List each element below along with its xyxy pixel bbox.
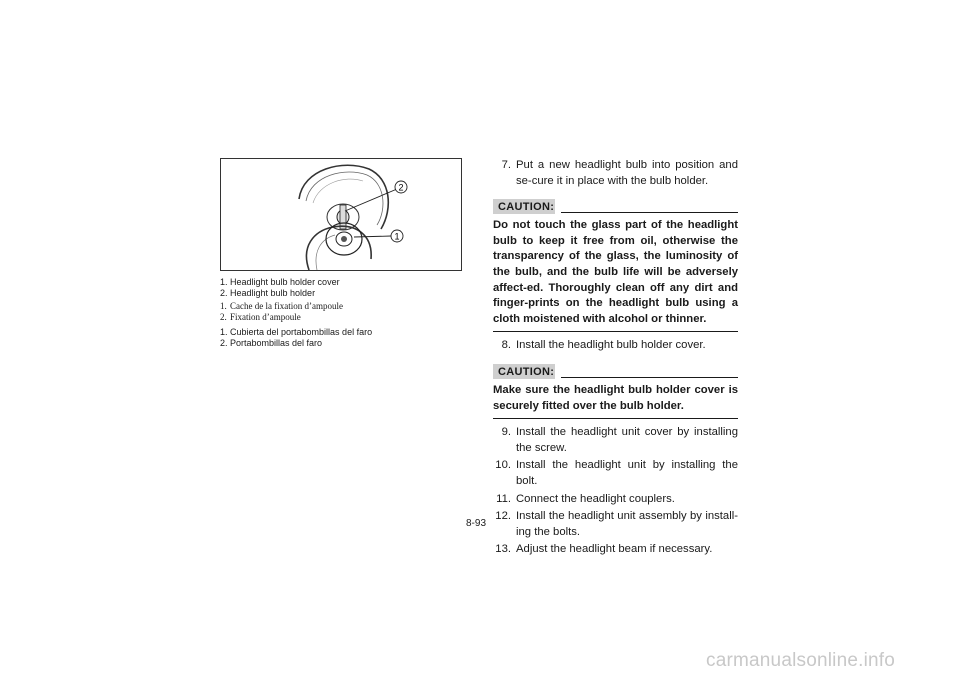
step-text: Install the headlight bulb holder cover. [516, 339, 706, 352]
caption-number: 2. [220, 312, 227, 322]
headlight-illustration [220, 158, 462, 271]
step-item [493, 338, 738, 354]
step-text: Install the headlight unit cover by installing the screw. [516, 426, 738, 454]
caption-english [220, 277, 480, 299]
caution-header [493, 363, 738, 379]
caution-rule [561, 212, 738, 213]
step-item [493, 458, 738, 489]
caution-text: Do not touch the glass part of the headlight bulb to keep it free from oil, otherwise the transparency of the glass, the luminosity of the bulb, and the bulb life will be adversely affect-ed. Thoroughly clean off any dirt and finger-prints on the headlight bulb using a cloth moistened with alcohol or thinner. [493, 218, 738, 332]
caution-header [493, 198, 738, 214]
caption-item [220, 312, 480, 323]
caption-text: Cache de la fixation d’ampoule [230, 301, 343, 311]
caption-number: 2. [220, 288, 228, 298]
step-number: 9. [501, 426, 511, 439]
instructions-column [493, 158, 738, 560]
step-number: 13. [495, 543, 511, 556]
caption-number: 2. [220, 338, 228, 348]
leader-line-1 [354, 236, 391, 237]
step-item [493, 542, 738, 558]
caption-number: 1. [220, 277, 228, 287]
caption-text: Portabombillas del faro [230, 338, 323, 348]
callout-1: 1 [394, 231, 400, 242]
caption-number: 1. [220, 327, 228, 337]
step-item [493, 492, 738, 508]
step-number: 12. [495, 510, 511, 523]
step-text: Put a new headlight bulb into position and se-cure it in place with the bulb holder. [516, 159, 738, 187]
caution-label: CAUTION: [493, 364, 555, 379]
caption-text: Headlight bulb holder [230, 288, 316, 298]
step-item [493, 158, 738, 189]
step-number: 10. [495, 459, 511, 472]
headlight-shell-shade [313, 179, 363, 203]
step-text: Install the headlight unit by installing the bolt. [516, 459, 738, 487]
caption-item [220, 301, 480, 312]
leader-line-2 [345, 189, 397, 211]
watermark: carmanualsonline.info [706, 650, 896, 671]
caption-text: Headlight bulb holder cover [230, 277, 340, 287]
caption-number: 1. [220, 301, 227, 311]
caption-item [220, 338, 480, 349]
page-number: 8-93 [466, 518, 487, 529]
step-item [493, 509, 738, 540]
caption-text: Fixation d’ampoule [230, 312, 301, 322]
callout-2: 2 [398, 182, 404, 193]
caution-rule [561, 377, 738, 378]
step-text: Install the headlight unit assembly by install-ing the bolts. [516, 510, 738, 538]
caption-item [220, 327, 480, 338]
step-text: Connect the headlight couplers. [516, 492, 675, 505]
caption-item [220, 288, 480, 299]
caption-item [220, 277, 480, 288]
step-item [493, 425, 738, 456]
caption-spanish [220, 327, 480, 349]
caption-french [220, 301, 480, 323]
step-number: 8. [501, 339, 511, 352]
step-number: 11. [496, 492, 511, 505]
caution-text: Make sure the headlight bulb holder cover is securely fitted over the bulb holder. [493, 383, 738, 419]
headlight-drawing [221, 159, 461, 270]
cover-hub [341, 236, 347, 242]
step-text: Adjust the headlight beam if necessary. [516, 543, 713, 556]
caution-label: CAUTION: [493, 199, 555, 214]
step-number: 7. [501, 159, 511, 171]
caption-text: Cubierta del portabombillas del faro [230, 327, 373, 337]
